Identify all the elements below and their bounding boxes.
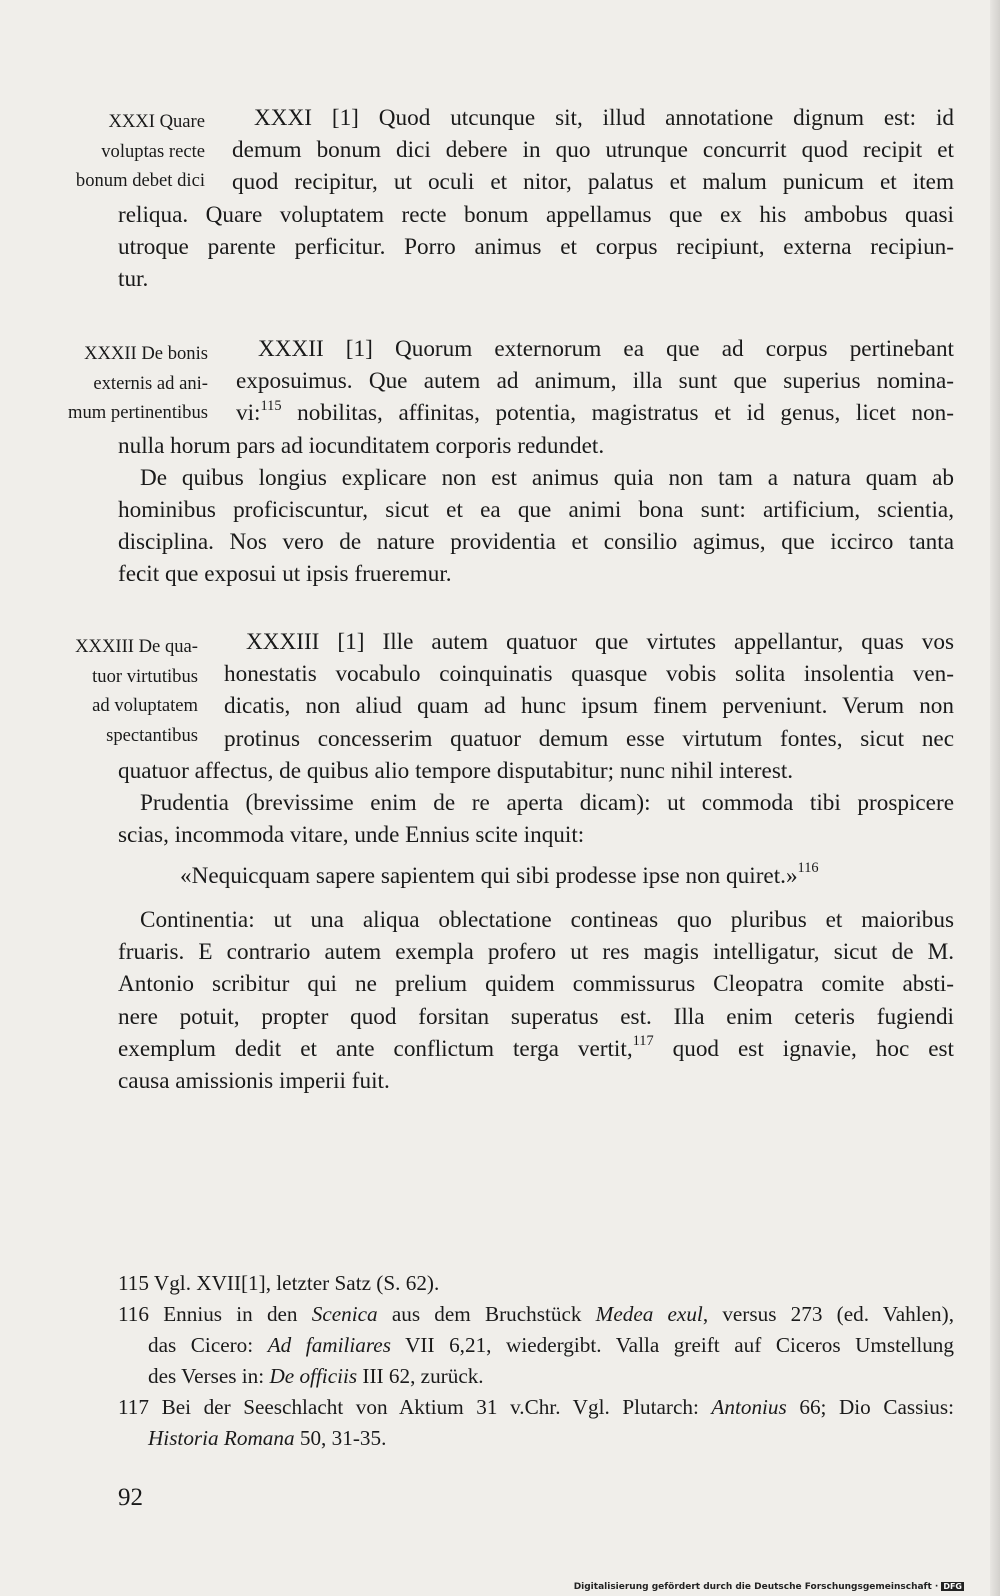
footnote-117-line — [148, 1423, 386, 1454]
text-line: hominibus proficiscuntur, sicut et ea que animi bona sunt: artificium, scientia, — [118, 497, 954, 524]
footnote-116-line — [148, 1361, 484, 1392]
text-span: das Cicero: — [148, 1333, 268, 1357]
section-xxxi — [118, 102, 954, 295]
text-line: nulla horum pars ad iocunditatem corporis redundet. — [118, 432, 605, 459]
page-number: 92 — [118, 1484, 143, 1511]
text-line: scias, incommoda vitare, unde Ennius scite inquit: — [118, 822, 585, 849]
continentia-paragraph — [118, 904, 954, 1097]
text-line: XXXII [1] Quorum externorum ea que ad corpus pertinebant — [258, 336, 954, 362]
page-edge-shadow — [990, 0, 1000, 1596]
text-span: des Verses in: — [148, 1364, 270, 1388]
footnote-117-line — [118, 1392, 954, 1423]
dfg-logo: DFG — [943, 1582, 962, 1591]
ennius-quote — [180, 860, 819, 892]
quote-text: «Nequicquam sapere sapientem qui sibi prodesse ipse non quiret.» — [180, 863, 798, 889]
margin-note-line: mum pertinentibus — [68, 402, 208, 423]
text-span: aus dem Bruchstück — [377, 1302, 596, 1326]
text-line: fruaris. E contrario autem exempla profero ut res magis intelligatur, sicut de M. — [118, 939, 954, 966]
margin-note-line: XXXII De bonis — [84, 343, 208, 364]
margin-note-line: spectantibus — [106, 724, 198, 746]
margin-note-line: XXXIII De qua- — [75, 636, 198, 657]
text-line: fecit que exposui ut ipsis frueremur. — [118, 561, 452, 588]
text-line: utroque parente perficitur. Porro animus et corpus recipiunt, externa recipiun- — [118, 233, 954, 260]
text-line: demum bonum dici debere in quo utrunque concurrit quod recipit et — [232, 137, 954, 164]
text-line: quod recipitur, ut oculi et nitor, palatus et malum punicum et item — [232, 169, 954, 196]
margin-note-line: XXXI Quare — [108, 111, 205, 132]
text-line: De quibus longius explicare non est animus quia non tam a natura quam ab — [140, 464, 954, 491]
text-span: exemplum dedit et ante conflictum terga vertit, — [118, 1035, 633, 1062]
italic-title: Historia Romana — [148, 1426, 295, 1450]
footnote-116-line — [118, 1299, 954, 1330]
margin-note-line: tuor virtutibus — [92, 665, 198, 687]
text-span: vi: — [236, 400, 261, 427]
italic-title: Ad familiares — [267, 1333, 391, 1357]
footnote-ref-117: 117 — [632, 1032, 654, 1049]
text-line: quatuor affectus, de quibus alio tempore disputabitur; nunc nihil interest. — [118, 757, 794, 784]
text-span: 50, 31-35. — [294, 1426, 387, 1450]
text-line: reliqua. Quare voluptatem recte bonum appellamus que ex his ambobus quasi — [118, 201, 954, 228]
text-span: 117 Bei der Seeschlacht von Aktium 31 v.Chr. Vgl. Plutarch: — [118, 1395, 712, 1419]
text-span: VII 6,21, wiedergibt. Valla greift auf Ciceros Umstellung — [390, 1333, 954, 1357]
margin-note-line: externis ad ani- — [93, 372, 208, 394]
text-span: , versus 273 (ed. Vahlen), — [702, 1302, 954, 1326]
text-span: III 62, zurück. — [357, 1364, 484, 1388]
text-line: Antonio scribitur qui ne prelium quidem commissurus Cleopatra comite absti- — [118, 971, 954, 998]
text-line: disciplina. Nos vero de nature providentia et consilio agimus, que iccirco tanta — [118, 529, 954, 556]
italic-title: Scenica — [311, 1302, 378, 1326]
text-span: 116 Ennius in den — [118, 1302, 312, 1326]
credit-text: Digitalisierung gefördert durch die Deutsche Forschungsgemeinschaft · — [573, 1582, 939, 1592]
text-line: XXXI [1] Quod utcunque sit, illud annotatione dignum est: id — [254, 105, 954, 131]
text-line: nere potuit, propter quod forsitan superatus est. Illa enim ceteris fugiendi — [118, 1003, 954, 1030]
italic-title: Medea exul — [595, 1302, 703, 1326]
text-line: Prudentia (brevissime enim de re aperta dicam): ut commoda tibi prospicere — [140, 790, 954, 817]
margin-note-line: ad voluptatem — [92, 695, 198, 716]
text-span: quod est ignavie, hoc est — [653, 1035, 955, 1062]
text-line: causa amissionis imperii fuit. — [118, 1068, 390, 1095]
text-span: nobilitas, affinitas, potentia, magistratus et id genus, licet non- — [281, 400, 954, 427]
text-line — [236, 397, 954, 429]
margin-note-line: voluptas recte — [101, 140, 205, 162]
digitization-credit — [574, 1582, 964, 1592]
text-line: XXXIII [1] Ille autem quatuor que virtutes appellantur, quas vos — [246, 629, 954, 655]
italic-title: De officiis — [269, 1364, 358, 1388]
text-line: exposuimus. Que autem ad animum, illa sunt que superius nomina- — [236, 368, 954, 395]
text-line — [118, 1033, 954, 1065]
margin-note-line: bonum debet dici — [75, 170, 205, 191]
footnote-115: 115 Vgl. XVII[1], letzter Satz (S. 62). — [118, 1271, 440, 1295]
footnote-ref-115: 115 — [260, 397, 282, 414]
section-xxxiii — [118, 626, 954, 851]
italic-title: Antonius — [711, 1395, 787, 1419]
footnote-ref-116: 116 — [797, 860, 819, 877]
text-line: dicatis, non aliud quam ad hunc ipsum finem perveniunt. Verum non — [224, 693, 954, 720]
text-span: 66; Dio Cassius: — [786, 1395, 954, 1419]
text-line: honestatis vocabulo coinquinatis quasque vobis solita insolentia ven- — [224, 661, 954, 688]
text-line: tur. — [118, 266, 149, 293]
text-line: protinus concesserim quatuor demum esse virtutum fontes, sicut nec — [224, 725, 954, 752]
text-line: Continentia: ut una aliqua oblectatione contineas quo pluribus et maioribus — [140, 907, 954, 933]
section-xxxii — [118, 333, 954, 591]
footnote-116-line — [148, 1330, 954, 1361]
